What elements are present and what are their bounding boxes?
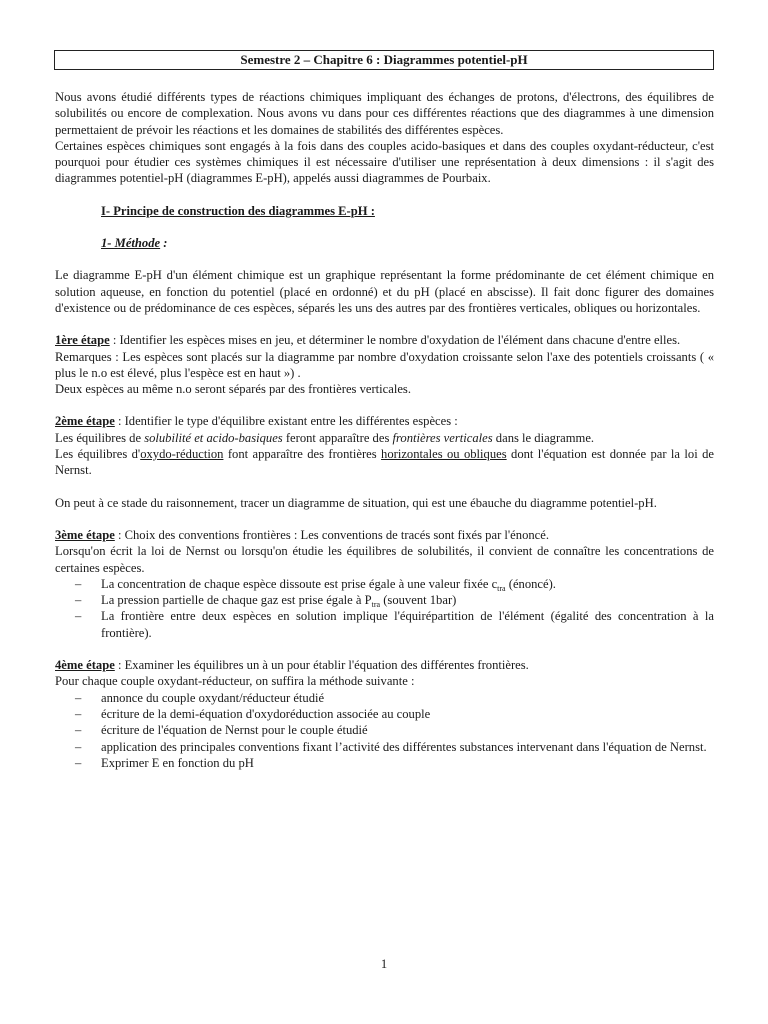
- text-run: font apparaître des frontières: [223, 447, 382, 462]
- document-body: [55, 89, 714, 771]
- text-run: écriture de la demi-équation d'oxydoréduction associée au couple: [101, 706, 431, 721]
- list-item: [55, 690, 714, 706]
- dash-bullet: –: [75, 723, 82, 738]
- step4-paragraph-2: Pour chaque couple oxydant-réducteur, on suffira la méthode suivante :: [55, 674, 415, 689]
- subscript: tra: [371, 600, 381, 610]
- list-item: [55, 576, 714, 592]
- dash-bullet: –: [75, 593, 82, 608]
- step2-label: 2ème étape: [55, 414, 115, 429]
- page-number: 1: [380, 957, 388, 971]
- step1-text: : Identifier les espèces mises en jeu, et déterminer le nombre d'oxydation de l'élément dans chacune d'entre elles.: [109, 333, 681, 348]
- text-run: application des principales conventions fixant l’activité des différentes substances intervenant dans l'équation de Nernst.: [101, 739, 707, 754]
- underlined-text: oxydo-réduction: [140, 447, 224, 462]
- step2-text: : Identifier le type d'équilibre existant entre les différentes espèces :: [114, 414, 458, 429]
- subscript: tra: [497, 583, 506, 593]
- list-item: [55, 592, 714, 608]
- step3-text: : Choix des conventions frontières : Les conventions de tracés sont fixés par l'énoncé.: [114, 527, 549, 542]
- step3-label: 3ème étape: [55, 527, 115, 542]
- emphasis-text: frontières verticales: [392, 430, 493, 445]
- intro-paragraph-2: Certaines espèces chimiques sont engagés à la fois dans des couples acido-basiques et dans des couples oxydant-réducteur, c'est pourquoi pour étudier ces systèmes chimiques il est nécessaire d'utiliser une représentation à deux dimensions : il s'agit des diagrammes potentiel-pH (diagrammes E-pH), appelés aussi diagrammes de Pourbaix.: [55, 138, 714, 186]
- step2-line3: [55, 446, 714, 479]
- text-run: (souvent 1bar): [380, 593, 457, 608]
- conventions-list: [55, 576, 714, 641]
- subsection-heading-colon: :: [160, 236, 168, 251]
- text-run: Les équilibres de: [55, 430, 145, 445]
- step3-paragraph: [55, 527, 714, 543]
- dash-bullet: –: [75, 690, 82, 705]
- dash-bullet: –: [75, 706, 82, 721]
- list-item: [55, 706, 714, 722]
- dash-bullet: –: [75, 755, 82, 770]
- list-item: [55, 608, 714, 641]
- method-steps-list: [55, 690, 714, 771]
- text-run: La concentration de chaque espèce dissoute est prise égale à une valeur fixée c: [101, 576, 498, 591]
- text-run: dont l'équation est donnée par la loi de Nernst.: [55, 447, 714, 478]
- list-item: [55, 739, 714, 755]
- step1-line3: Deux espèces au même n.o seront séparés par des frontières verticales.: [55, 382, 411, 397]
- emphasis-text: solubilité et acido-basiques: [144, 430, 283, 445]
- text-run: dans le diagramme.: [492, 430, 595, 445]
- step4-label: 4ème étape: [55, 658, 115, 673]
- text-run: feront apparaître des: [282, 430, 393, 445]
- step4-paragraph: [55, 657, 714, 673]
- dash-bullet: –: [75, 576, 82, 591]
- text-run: La pression partielle de chaque gaz est prise égale à P: [101, 593, 372, 608]
- text-run: écriture de l'équation de Nernst pour le couple étudié: [101, 723, 368, 738]
- method-paragraph: Le diagramme E-pH d'un élément chimique est un graphique représentant la forme prédominante de cet élément chimique en solution aqueuse, en fonction du potentiel (placé en ordonné) et du pH (placé en abscisse). Il fait donc figurer des domaines d'existence ou de prédominance de ces espèces, séparés les uns des autres par des frontières verticales, obliques ou horizontales.: [55, 268, 714, 315]
- step2-line2: [55, 430, 714, 446]
- step4-text: : Examiner les équilibres un à un pour établir l'équation des différentes frontières.: [114, 658, 529, 673]
- text-run: (énoncé).: [505, 576, 556, 591]
- dash-bullet: –: [75, 739, 82, 754]
- step2-paragraph: [55, 413, 714, 429]
- step1-label: 1ère étape: [55, 333, 110, 348]
- intro-paragraph-1: Nous avons étudié différents types de réactions chimiques impliquant des échanges de protons, d'électrons, des équilibres de solubilités ou encore de complexation. Nous avons vu dans pour ces différentes réactions que des diagrammes à une dimension permettaient de prévoir les réactions et les domaines de stabilités des différentes espèces.: [55, 90, 714, 137]
- text-run: annonce du couple oxydant/réducteur étudié: [101, 690, 325, 705]
- underlined-text: horizontales ou obliques: [381, 447, 507, 462]
- step1-remark: Remarques : Les espèces sont placés sur la diagramme par nombre d'oxydation croissante selon l'axe des potentiels croissants ( « plus le n.o est élevé, plus l'espèce est en haut ») .: [55, 349, 714, 380]
- list-item: [55, 755, 714, 771]
- subsection-heading-text: 1- Méthode: [101, 236, 161, 251]
- step1-paragraph: [55, 332, 714, 348]
- chapter-title: Semestre 2 – Chapitre 6 : Diagrammes potentiel-pH: [54, 50, 714, 70]
- step3-paragraph-2: Lorsqu'on écrit la loi de Nernst ou lorsqu'on étudie les équilibres de solubilités, il convient de connaître les concentrations de certaines espèces.: [55, 544, 714, 575]
- section-heading: I- Principe de construction des diagrammes E-pH :: [101, 203, 375, 218]
- subsection-heading: [55, 235, 714, 251]
- text-run: La frontière entre deux espèces en solution implique l'équirépartition de l'élément (égalité des concentration à la frontière).: [101, 609, 714, 640]
- list-item: [55, 722, 714, 738]
- situation-paragraph: On peut à ce stade du raisonnement, tracer un diagramme de situation, qui est une ébauche du diagramme potentiel-pH.: [55, 495, 657, 510]
- dash-bullet: –: [75, 609, 82, 624]
- text-run: Les équilibres d': [55, 447, 141, 462]
- text-run: Exprimer E en fonction du pH: [101, 755, 254, 770]
